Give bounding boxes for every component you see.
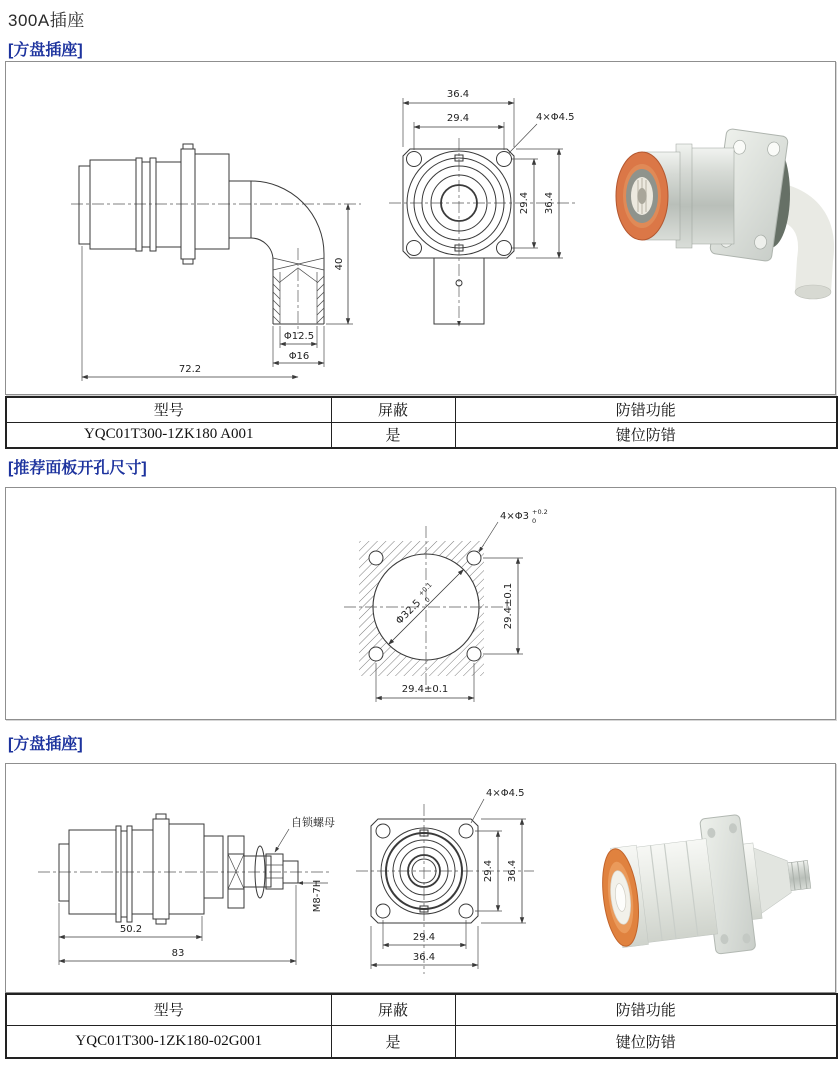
col-shield-2: 屏蔽 xyxy=(331,994,455,1025)
figure-panel-1 xyxy=(5,61,836,395)
drawing-straight-socket xyxy=(6,764,835,992)
dim-flange-h-2: 36.4 xyxy=(412,952,436,963)
section-header-square-socket-2: [方盘插座] xyxy=(8,736,83,753)
dim-flange-height: 36.4 xyxy=(544,191,555,215)
spec-table-1-header-row xyxy=(6,397,837,422)
cutout-view xyxy=(344,508,548,702)
spec-table-1-data-row xyxy=(6,422,837,448)
dim-tube-outer-dia: Φ16 xyxy=(288,351,310,362)
spec-table-2-header-row xyxy=(6,994,837,1025)
col-model: 型号 xyxy=(6,397,331,422)
dim-elbow-drop: 40 xyxy=(334,257,345,271)
dim-cutout-diameter: Φ32.5 xyxy=(394,597,424,627)
dim-cutout-diameter-tol-lower: 0 xyxy=(423,595,432,605)
shield-value: 是 xyxy=(331,422,455,448)
col-error-proof: 防错功能 xyxy=(455,397,837,422)
model-number: YQC01T300-1ZK180 A001 xyxy=(6,422,331,448)
dim-tube-inner-dia: Φ12.5 xyxy=(283,331,315,342)
dim-overall-length: 72.2 xyxy=(178,364,202,375)
drawing-right-angle-socket xyxy=(6,62,835,394)
dim-hole-spacing-h: 29.4 xyxy=(519,191,530,215)
dim-hole-spacing-h-2: 29.4 xyxy=(412,932,436,943)
mounting-holes-note-2: 4×Φ4.5 xyxy=(486,788,525,799)
cutout-holes-note: 4×Φ3 xyxy=(500,511,529,522)
figure-panel-2 xyxy=(5,487,836,720)
shield-value-2: 是 xyxy=(331,1025,455,1058)
dim-total-length: 83 xyxy=(171,948,185,959)
drawing-panel-cutout xyxy=(6,488,835,719)
dim-cutout-hole-spacing-v: 29.4±0.1 xyxy=(503,582,514,630)
dim-front-length: 50.2 xyxy=(119,924,143,935)
col-error-proof-2: 防错功能 xyxy=(455,994,837,1025)
figure-panel-3 xyxy=(5,763,836,993)
model-number-2: YQC01T300-1ZK180-02G001 xyxy=(6,1025,331,1058)
side-view-right-angle xyxy=(71,144,361,381)
side-view-straight xyxy=(38,814,335,965)
front-view-flange-1 xyxy=(389,89,578,326)
mounting-holes-note: 4×Φ4.5 xyxy=(536,112,575,123)
dim-cutout-diameter-tol-upper: +0.1 xyxy=(416,580,434,598)
dim-cutout-hole-spacing-h: 29.4±0.1 xyxy=(401,684,449,695)
front-view-flange-2 xyxy=(356,788,534,974)
spec-table-2 xyxy=(5,993,838,1059)
col-shield: 屏蔽 xyxy=(331,397,455,422)
thread-spec-label: M8-7H xyxy=(312,879,323,913)
self-locking-nut-label: 自锁螺母 xyxy=(291,816,335,829)
error-proof-value: 键位防错 xyxy=(455,422,837,448)
dim-hole-spacing-v-2: 29.4 xyxy=(483,859,494,883)
thread-hatching xyxy=(273,276,324,323)
spec-table-2-data-row xyxy=(6,1025,837,1058)
col-model-2: 型号 xyxy=(6,994,331,1025)
section-header-panel-cutout: [推荐面板开孔尺寸] xyxy=(8,460,147,477)
error-proof-value-2: 键位防错 xyxy=(455,1025,837,1058)
section-header-square-socket-1: [方盘插座] xyxy=(8,42,83,59)
cutout-holes-tol-upper: +0.2 xyxy=(532,508,548,516)
dim-flange-v-2: 36.4 xyxy=(507,859,518,883)
spec-table-1 xyxy=(5,396,838,449)
page-title: 300A插座 xyxy=(8,11,85,30)
product-photo-straight xyxy=(595,807,817,967)
cutout-holes-tol-lower: 0 xyxy=(532,517,537,525)
dim-hole-spacing-w: 29.4 xyxy=(446,113,470,124)
product-photo-right-angle xyxy=(616,128,831,299)
dim-flange-width: 36.4 xyxy=(446,89,470,100)
